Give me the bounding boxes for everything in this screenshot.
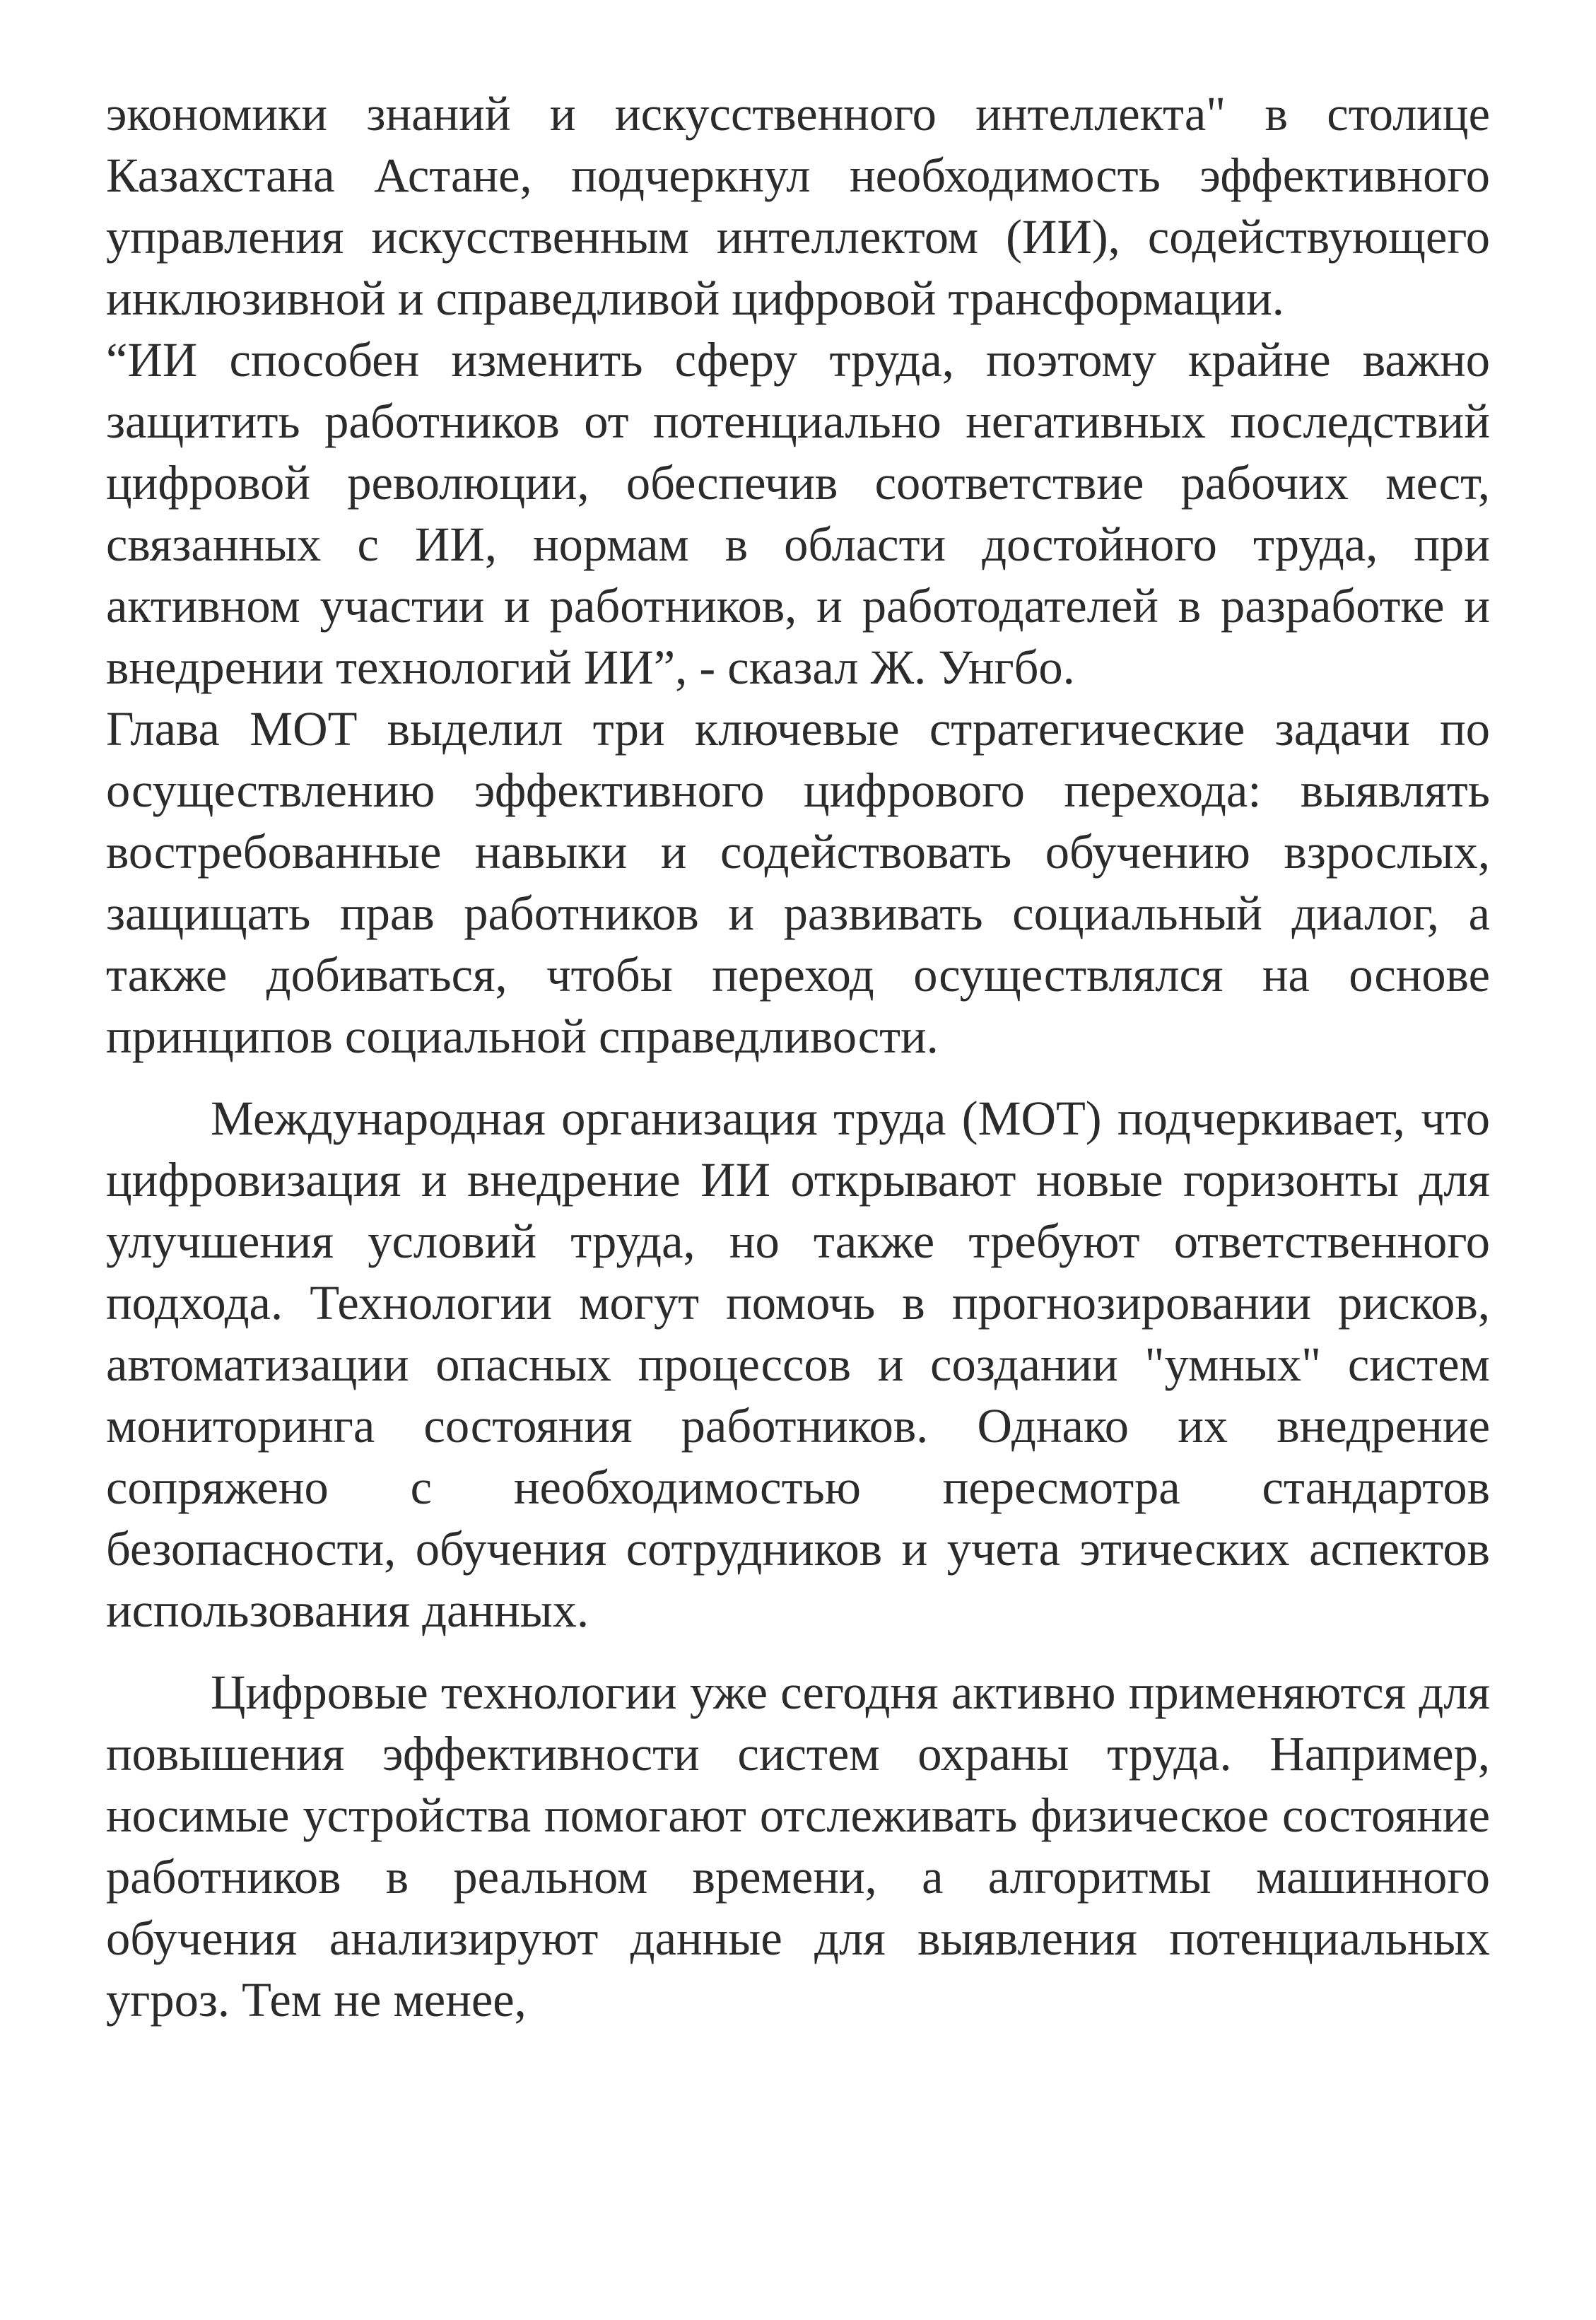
paragraph-quote: “ИИ способен изменить сферу труда, поэтому крайне важно защитить работников от потенциально негативных последствий цифровой революции, обеспечив соответствие рабочих мест, связанных с ИИ, нормам в области достойного труда, при активном участии и работников, и работодателей в разработке и внедрении технологий ИИ”, - сказал Ж. Унгбо. xyxy=(106,333,1490,694)
paragraph-strategic-tasks: Глава МОТ выделил три ключевые стратегические задачи по осуществлению эффективного цифрового перехода: выявлять востребованные навыки и содействовать обучению взрослых, защищать прав работников и развивать социальный диалог, а также добиваться, чтобы переход осуществлялся на основе принципов социальной справедливости. xyxy=(106,702,1490,1063)
paragraph-digital-technologies: Цифровые технологии уже сегодня активно применяются для повышения эффективности систем охраны труда. Например, носимые устройства помогают отслеживать физическое состояние работников в реальном времени, а алгоритмы машинного обучения анализируют данные для выявления потенциальных угроз. Тем не менее, xyxy=(106,1665,1490,2027)
paragraph-ilo-digitalization: Международная организация труда (МОТ) подчеркивает, что цифровизация и внедрение ИИ открывают новые горизонты для улучшения условий труда, но также требуют ответственного подхода. Технологии могут помочь в прогнозировании рисков, автоматизации опасных процессов и создании "умных" систем мониторинга состояния работников. Однако их внедрение сопряжено с необходимостью пересмотра стандартов безопасности, обучения сотрудников и учета этических аспектов использования данных. xyxy=(106,1091,1490,1637)
paragraph-spacer xyxy=(106,1067,1490,1088)
paragraph-spacer xyxy=(106,1641,1490,1662)
document-page xyxy=(106,83,1490,2031)
paragraph-forum-summary: экономики знаний и искусственного интеллекта" в столице Казахстана Астане, подчеркнул необходимость эффективного управления искусственным интеллектом (ИИ), содействующего инклюзивной и справедливой цифровой трансформации. xyxy=(106,87,1490,325)
